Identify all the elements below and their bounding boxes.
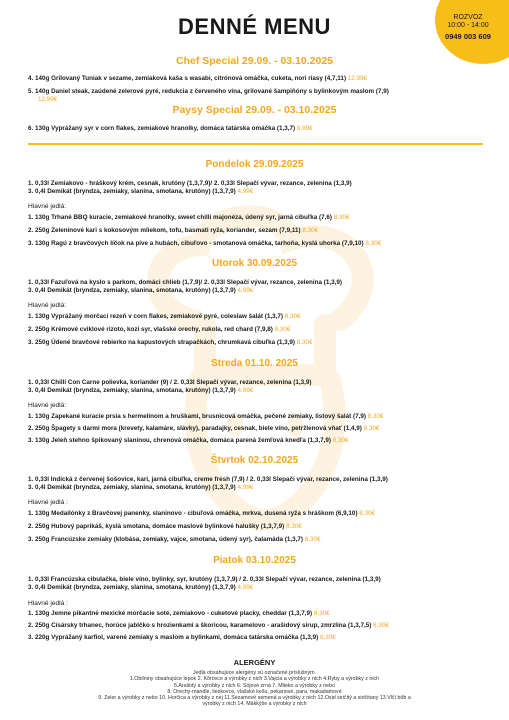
monday-main-1 — [28, 214, 488, 222]
friday-soup-price: 4,99€ — [237, 583, 254, 591]
tuesday-soup-line1: 1. 0,33l Fazuľová na kyslo s parkom, domáci chlieb (1,7,9)/ 2. 0,33l Slepačí vývar, rezance, zelenina (1,3,9) — [28, 279, 342, 286]
monday-main-3-text: 3. 130g Ragú z bravčových líčok na pive a hubách, cibuľovo - smotanová omáčka, tarhoňa, kyslá uhorka (7,9,10) — [28, 240, 364, 247]
paysy-item-6-text: 6. 130g Vyprážaný syr v corn flakes, zemiakové hranolky, domáca tatárska omáčka (1,3,7) — [28, 125, 296, 132]
divider — [28, 143, 483, 145]
monday-mains-label: Hlavné jedlá: — [28, 203, 67, 210]
monday-main-1-text: 1. 130g Trhané BBQ kuracie, zemiakové hranolky, sweet chilli majonéza, údený syr, jarná cibuľka (7,6) — [28, 214, 332, 221]
allergens-line: 1.Obilniny obsahujúce lepok 2. Kôrovce a výrobky z nich 3.Vajcia a výrobky z nich 4.Ryby a výrobky z nich — [129, 676, 380, 683]
allergens-line: Jedlá obsahujúce alergény sú označené príslušným. — [192, 670, 317, 676]
monday-main-2 — [28, 227, 488, 235]
tuesday-soups — [28, 279, 488, 294]
friday-main-3 — [28, 634, 488, 642]
allergens-line: 5.Arašidy a výrobky z nich 6. Sójové zrná 7. Mlieko a výrobky z nebo — [173, 682, 336, 689]
thursday-soup-price: 4,99€ — [237, 483, 254, 491]
chef-item-5-price: 12,99€ — [38, 95, 58, 103]
thursday-main-3-price: 8,30€ — [304, 536, 321, 543]
thursday-soups — [28, 476, 488, 491]
day-title-monday: Pondelok 29.09.2025 — [205, 159, 304, 170]
thursday-soup-line2: 3. 0,4l Demikát (bryndza, zemiaky, slanina, smotana, krutóny) (1,3,7,9) — [28, 483, 236, 491]
friday-main-1 — [28, 610, 488, 618]
thursday-main-1-price: 8,30€ — [359, 510, 376, 517]
friday-main-1-text: 1. 130g Jemne pikantné mexické morčacie soté, zemiakovo - cuketové placky, cheddar (1,3,7,9) — [28, 610, 313, 617]
wednesday-soup-price: 4,99€ — [237, 386, 254, 394]
allergens-line: 8. Orechy-mandle, lieskovce, vlašské kešu, pekanové, para, makadamové — [167, 688, 342, 695]
monday-soup-line1: 1. 0,33l Zemiakovo - hráškový krém, cesnak, krutóny (1,3,7,9)/ 2. 0,33l Slepačí vývar, rezance, zelenina (1,3,9) — [28, 180, 352, 187]
friday-soup-line1: 1. 0,33l Francúzska cibulačka, biele víno, bylinky, syr, krutóny (1,3,7,9) / 2. 0,33l Slepačí vývar, rezance, zelenina (1,3,9) — [28, 576, 381, 583]
monday-soup-line2: 3. 0,4l Demikát (bryndza, zemiaky, slanina, smotana, krutóny) (1,3,7,9) — [28, 187, 236, 195]
chef-item-4-text: 4. 140g Grilovaný Tuniak v sezame, zemiaková kaša s wasabi, citrónová omáčka, cuketa, nori riasy (4,7,11) — [28, 75, 347, 82]
wednesday-main-3-text: 3. 130g Jeleň stehno špikovaný slaninou, chrenová omáčka, domáca parená žemľová knedľa (1,3,7,9) — [28, 437, 332, 444]
thursday-main-1 — [28, 510, 488, 518]
tuesday-main-2 — [28, 326, 488, 334]
paysy-item-6 — [28, 125, 488, 133]
friday-main-2-text: 2. 250g Císársky trhanec, horúce jablčko s hrozienkami a škoricou, karamelovo - arašidový sirup, zmrzlina (1,3,7,5) — [28, 622, 372, 629]
monday-main-3 — [28, 240, 488, 248]
tuesday-main-3-text: 3. 250g Údené bravčové rebierko na kapustových strapačkách, chrumkavá cibuľka (1,3,9) — [28, 339, 296, 346]
wednesday-main-2-price: 8,30€ — [363, 425, 380, 432]
chef-item-4-price: 12,99€ — [347, 75, 368, 82]
friday-main-1-price: 8,30€ — [313, 610, 330, 617]
friday-main-2 — [28, 622, 488, 630]
delivery-hours: 10:00 - 14:00 — [447, 22, 489, 29]
chef-item-5-text: 5. 140g Daniel steak, zaúdené zelerové pyré, redukcia z červeného vína, grilované šampiňóny s bylinkovým maslom (7,9) — [28, 88, 389, 95]
day-title-thursday: Štvrtok 02.10.2025 — [210, 455, 299, 466]
thursday-mains-label: Hlavné jedlá : — [28, 499, 68, 506]
monday-main-2-price: 8,30€ — [302, 227, 319, 234]
monday-soups — [28, 180, 488, 195]
friday-soups — [28, 576, 488, 591]
tuesday-main-2-price: 8,30€ — [274, 326, 291, 333]
allergens-title: ALERGÉNY — [233, 658, 276, 667]
tuesday-main-3 — [28, 339, 488, 347]
wednesday-main-3 — [28, 437, 488, 445]
day-title-friday: Piatok 03.10.2025 — [213, 555, 296, 566]
thursday-main-3 — [28, 536, 488, 544]
paysy-special-title: Paysy Special 29.09. - 03.10.2025 — [172, 104, 337, 116]
thursday-soup-line1: 1. 0,33l Indická z červenej šošovice, kari, jarná cibuľka, creme fresh (7,9) / 2. 0,33l Slepačí vývar, rezance, zelenina (1,3,9) — [28, 476, 388, 483]
allergens-line: 9. Zeler a výrobky z nebo 10. Horčica a výrobky z nej 11.Sezamové semená a výrobky z nich 12.Oxid siričitý a siričitany 13.Vlčí bôb a — [98, 695, 411, 702]
thursday-main-2-price: 8,30€ — [285, 523, 302, 530]
wednesday-main-1 — [28, 413, 488, 421]
tuesday-main-1-text: 1. 130g Vyprážaný morčací rezeň v corn flakes, zemiakové pyré, coleslaw šalát (1,3,7) — [28, 313, 283, 320]
wednesday-soups — [28, 379, 488, 394]
allergens-list — [70, 670, 439, 708]
tuesday-main-1 — [28, 313, 488, 321]
wednesday-soup-line2: 3. 0,4l Demikát (bryndza, zemiaky, slanina, smotana, krutóny) (1,3,7,9) — [28, 386, 236, 394]
tuesday-mains-label: Hlavné jedlá: — [28, 302, 67, 309]
thursday-main-3-text: 3. 250g Francúzske zemiaky (klobása, zemiaky, vajce, smotana, údený syr), čalamáda (1,3,7) — [28, 536, 303, 543]
tuesday-soup-price: 4,99€ — [237, 286, 254, 294]
wednesday-mains-label: Hlavné jedlá: — [28, 402, 67, 409]
tuesday-soup-line2: 3. 0,4l Demikát (bryndza, zemiaky, slanina, smotana, krutóny) (1,3,7,9) — [28, 286, 236, 294]
monday-main-1-price: 8,30€ — [333, 214, 350, 221]
wednesday-soup-line1: 1. 0,33l Chilli Con Carne polievka, koriander (9) / 2. 0,33l Slepačí vývar, rezance, zelenina (1,3,9) — [28, 379, 312, 386]
monday-soup-price: 4,99€ — [237, 187, 254, 195]
tuesday-main-3-price: 8,30€ — [296, 339, 313, 346]
friday-main-2-price: 8,30€ — [373, 622, 389, 629]
friday-main-3-text: 3. 220g Vyprážaný karfiol, varené zemiaky s maslom a bylinkami, domáca tatárska omáčka (1,3,9) — [28, 634, 319, 641]
wednesday-main-1-text: 1. 130g Zapekané kuracie prsia s hermelínom a hruškami, brusnicová omáčka, pečené zemiaky, listový šalát (7,9) — [28, 413, 366, 420]
friday-main-3-price: 8,30€ — [320, 634, 336, 641]
chef-special-title: Chef Special 29.09. - 03.10.2025 — [175, 55, 333, 67]
thursday-main-2-text: 2. 250g Hubový paprikáš, kyslá smotana, domáce maslové bylinkové halušky (1,3,7,9) — [28, 523, 285, 530]
wednesday-main-2-text: 2. 250g Špagety s darmi mora (krevety, kalamáre, slávky), paradajky, cesnak, biele víno, petržlenová vňať (1,4,9) — [28, 425, 362, 432]
monday-main-3-price: 8,30€ — [365, 240, 382, 247]
delivery-label: ROZVOZ — [453, 14, 483, 21]
wednesday-main-3-price: 8,30€ — [332, 437, 349, 444]
day-title-wednesday: Streda 01.10. 2025 — [211, 358, 298, 369]
phone-number: 0949 003 609 — [445, 32, 491, 41]
tuesday-main-1-price: 8,30€ — [284, 313, 301, 320]
allergens-line: výrobky z nich 14. Mäkkýše a výrobky z nich — [202, 701, 307, 708]
page-title: DENNÉ MENU — [178, 14, 331, 39]
thursday-main-2 — [28, 523, 488, 531]
chef-item-4 — [28, 75, 488, 83]
tuesday-main-2-text: 2. 250g Krémové cviklové rizoto, kozí syr, vlašské orechy, rukola, red chard (7,9,8) — [28, 326, 273, 333]
paysy-item-6-price: 8,99€ — [296, 125, 313, 132]
wednesday-main-2 — [28, 425, 488, 433]
wednesday-main-1-price: 8,30€ — [367, 413, 384, 420]
friday-soup-line2: 3. 0,4l Demikát (bryndza, zemiaky, slanina, smotana, krutóny) (1,3,7,9) — [28, 583, 236, 591]
day-title-tuesday: Utorok 30.09.2025 — [211, 258, 298, 269]
chef-item-5 — [28, 88, 488, 103]
friday-mains-label: Hlavné jedlá : — [28, 600, 68, 607]
thursday-main-1-text: 1. 130g Medailónky z Bravčovej panenky, slaninovo - cibuľová omáčka, mrkva, dusená ryža s hráškom (6,9,10) — [28, 510, 358, 517]
monday-main-2-text: 2. 250g Zeleninové kari s kokosovým mliekom, tofu, basmati ryža, koriander, sezam (7,9,11) — [28, 227, 301, 234]
